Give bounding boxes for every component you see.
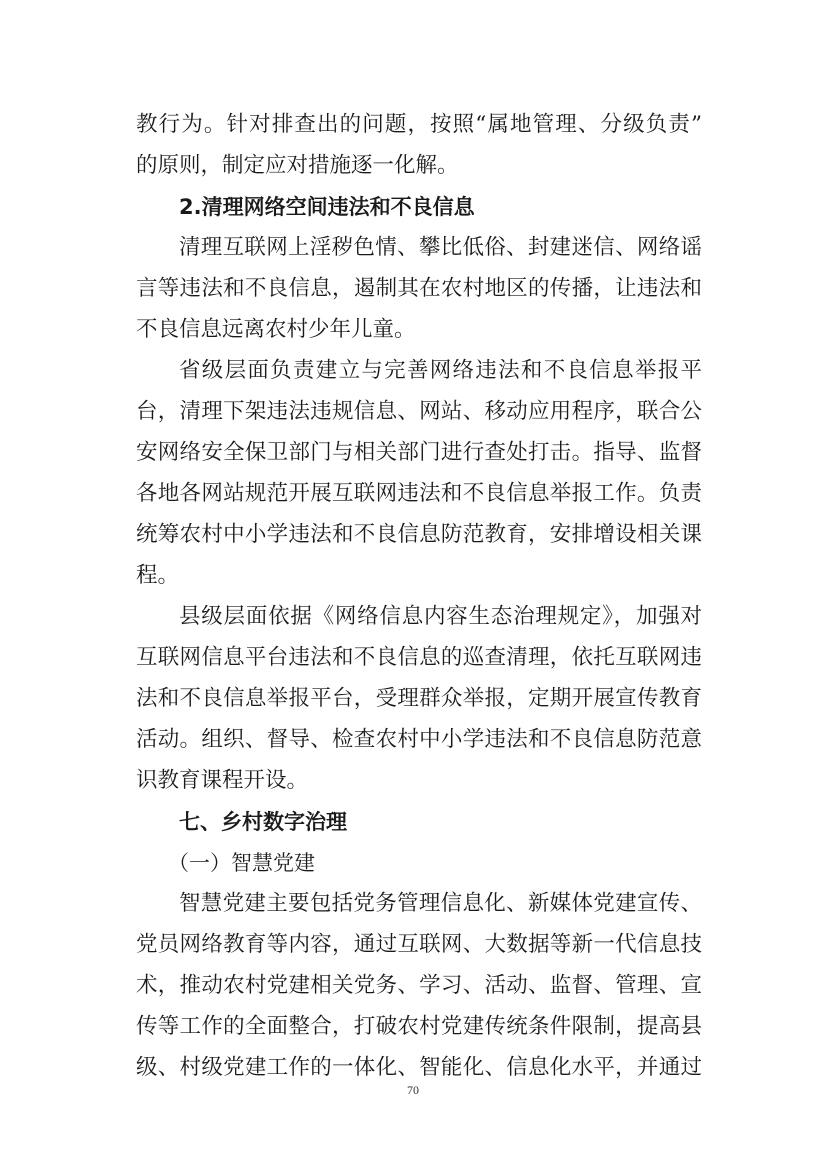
paragraph-line: 级、村级党建工作的一体化、智能化、信息化水平，并通过	[136, 1055, 702, 1080]
paragraph-line: 术，推动农村党建相关党务、学习、活动、监督、管理、宣	[136, 973, 702, 998]
paragraph-line: 各地各网站规范开展互联网违法和不良信息举报工作。负责	[136, 481, 702, 506]
paragraph-line: 清理互联网上淫秽色情、攀比低俗、封建迷信、网络谣	[179, 235, 702, 260]
page-number: 70	[407, 1083, 419, 1097]
paragraph-line: 统筹农村中小学违法和不良信息防范教育，安排增设相关课	[136, 522, 702, 547]
paragraph-line: 活动。组织、督导、检查农村中小学违法和不良信息防范意	[136, 727, 702, 752]
paragraph-line: 省级层面负责建立与完善网络违法和不良信息举报平	[179, 358, 702, 383]
paragraph-line: 县级层面依据《网络信息内容生态治理规定》，加强对	[179, 604, 702, 629]
paragraph-line: 法和不良信息举报平台，受理群众举报，定期开展宣传教育	[136, 686, 702, 711]
paragraph-line: 党员网络教育等内容，通过互联网、大数据等新一代信息技	[136, 932, 702, 957]
paragraph-line: 的原则，制定应对措施逐一化解。	[136, 153, 459, 178]
paragraph-line: 传等工作的全面整合，打破农村党建传统条件限制，提高县	[136, 1014, 702, 1039]
paragraph-line: 台，清理下架违法违规信息、网站、移动应用程序，联合公	[136, 399, 702, 424]
chapter-heading: 七、乡村数字治理	[179, 810, 347, 834]
paragraph-line: 安网络安全保卫部门与相关部门进行查处打击。指导、监督	[136, 440, 702, 465]
subsection-heading: （一）智慧党建	[168, 851, 315, 875]
paragraph-line: 程。	[136, 563, 180, 588]
paragraph-line: 识教育课程开设。	[136, 768, 309, 793]
section-heading: 2.清理网络空间违法和不良信息	[179, 195, 475, 219]
paragraph-line: 互联网信息平台违法和不良信息的巡查清理，依托互联网违	[136, 645, 702, 670]
paragraph-line: 不良信息远离农村少年儿童。	[136, 317, 416, 342]
paragraph-line: 智慧党建主要包括党务管理信息化、新媒体党建宣传、	[179, 891, 702, 916]
paragraph-line: 言等违法和不良信息，遏制其在农村地区的传播，让违法和	[136, 276, 702, 301]
paragraph-line: 教行为。针对排查出的问题，按照“属地管理、分级负责”	[136, 112, 702, 137]
